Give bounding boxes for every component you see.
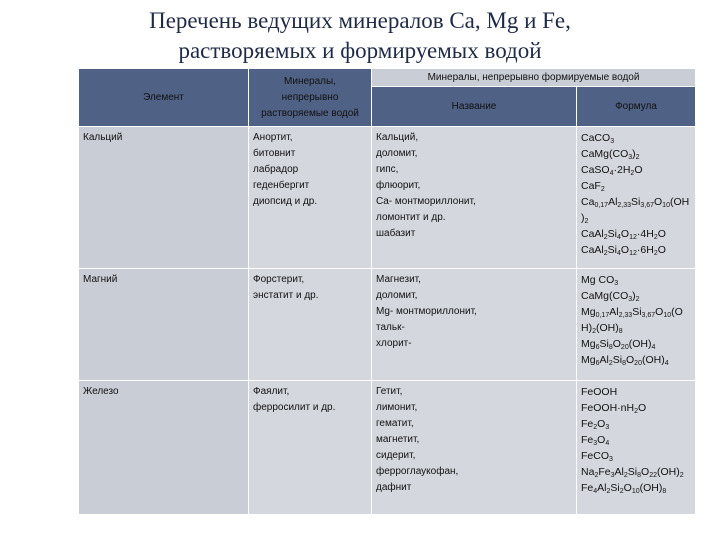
formula-line (581, 480, 691, 496)
slide-title-line-1: Перечень ведущих минералов Ca, Mg и Fe, (149, 8, 571, 33)
formula-subscript: 3 (610, 472, 615, 479)
formula-text: ·6H (636, 244, 654, 256)
formula-text: Si (632, 306, 642, 318)
formula-text: ) (632, 290, 636, 302)
formula-text: CaF (581, 180, 601, 192)
formula-text: Mg CO (581, 274, 615, 286)
mineral-name: сидерит, (376, 450, 416, 461)
formula-text: Si (631, 196, 641, 208)
formula-text: Si (610, 482, 620, 494)
formula-subscript: 2 (619, 488, 624, 495)
header-name: Название (372, 87, 577, 127)
formula-text: O (620, 228, 630, 240)
formula-subscript: 4 (593, 488, 598, 495)
formula-subscript: 4 (617, 250, 621, 257)
formula-subscript: 12 (629, 234, 637, 241)
mineral-name: флюорит, (376, 180, 421, 191)
formula-text: Al (599, 354, 609, 366)
mineral-name: Mg- монтмориллонит, (376, 306, 477, 317)
formula-text: CaCO (581, 132, 611, 144)
formula-text: ·4H (636, 228, 654, 240)
mineral-name: дафнит (376, 482, 412, 493)
formula-text: Si (607, 244, 618, 256)
formula-subscript: 2 (679, 472, 684, 479)
formula-subscript: 3 (593, 440, 598, 447)
formula-subscript: 8 (618, 328, 623, 335)
formula-text: Si (599, 338, 609, 350)
mineral-name: доломит, (376, 148, 418, 159)
formula-text: ·2H (613, 164, 631, 176)
mineral-name: шабазит (376, 228, 416, 239)
mineral-name: диопсид и др. (253, 196, 318, 207)
formula-subscript: 2,33 (617, 202, 632, 209)
slide-title (0, 6, 720, 66)
formula-text: (O (671, 306, 683, 318)
formula-subscript: 2 (608, 360, 613, 367)
formula-line (581, 352, 691, 368)
formula-text: (OH) (641, 354, 665, 366)
formula-subscript: 2 (592, 328, 596, 335)
header-formed: Минералы, непрерывно формируемые водой (372, 69, 696, 87)
formula-line (581, 416, 691, 432)
formula-line (581, 194, 691, 210)
formula-subscript: 3 (610, 138, 615, 145)
formula-subscript: 20 (620, 344, 629, 351)
formula-subscript: 2 (603, 250, 608, 257)
formula-line (581, 146, 691, 162)
formula-subscript: 2 (593, 424, 598, 431)
formula-subscript: 4 (651, 344, 656, 351)
element-cell: Кальций (79, 127, 249, 269)
formula-subscript: 2 (634, 408, 638, 415)
formula-text: CaAl (581, 244, 604, 256)
formula-text: O (655, 306, 664, 318)
formula-line (581, 384, 691, 400)
formula-line (581, 432, 691, 448)
formula-text: Mg (581, 306, 596, 318)
formula-text: Ca (581, 196, 595, 208)
formula-subscript: 2 (635, 296, 640, 303)
formula-text: FeOOH·nH (581, 402, 635, 414)
formula-subscript: 2 (600, 186, 605, 193)
mineral-name: хлорит- (376, 338, 412, 349)
mineral-name: Кальций, (376, 132, 419, 143)
formula-subscript: 2 (653, 234, 658, 241)
formula-text: O (626, 354, 635, 366)
formula-text: O (657, 244, 666, 256)
mineral-name: битовнит (253, 148, 296, 159)
element-cell: Магний (79, 269, 249, 381)
mineral-name: ломонтит и др. (376, 212, 446, 223)
formed-minerals-cell (372, 127, 577, 269)
formula-subscript: 2 (584, 218, 589, 225)
formula-text: FeOOH (581, 386, 618, 398)
formula-subscript: 8 (637, 472, 642, 479)
formula-subscript: 4 (609, 170, 614, 177)
formula-subscript: 4 (617, 234, 621, 241)
mineral-name: доломит, (376, 290, 418, 301)
formula-subscript: 8 (662, 488, 667, 495)
formula-cell (577, 381, 696, 515)
formed-minerals-cell (372, 269, 577, 381)
mineral-name: Ca- монтмориллонит, (376, 196, 476, 207)
formula-subscript: 6 (595, 344, 600, 351)
formula-text: Na (581, 466, 595, 478)
formula-subscript: 3 (628, 154, 633, 161)
formula-text: Fe (598, 466, 611, 478)
formula-subscript: 3 (614, 280, 619, 287)
formula-line (581, 464, 691, 480)
formula-line (581, 304, 691, 320)
mineral-name: Анортит, (253, 132, 293, 143)
formula-subscript: 10 (663, 312, 672, 319)
dissolved-minerals-cell (249, 381, 372, 515)
formula-text: (OH) (639, 482, 663, 494)
mineral-name: Гетит, (376, 386, 403, 397)
formula-text: CaSO (581, 164, 610, 176)
formula-subscript: 2 (603, 234, 608, 241)
formula-text: (OH (669, 196, 690, 208)
mineral-name: энстатит и др. (253, 290, 319, 301)
formula-line (581, 178, 691, 194)
formula-subscript: 0,17 (595, 312, 610, 319)
formula-line (581, 448, 691, 464)
mineral-name: Фаялит, (253, 386, 290, 397)
formula-text: Mg (581, 354, 596, 366)
formula-subscript: 2 (594, 472, 599, 479)
formula-subscript: 8 (622, 360, 626, 367)
formula-text: (OH) (656, 466, 680, 478)
header-dissolved-line: Минералы, (284, 75, 336, 87)
formula-subscript: 2,33 (618, 312, 633, 319)
formula-subscript: 22 (649, 472, 657, 479)
formula-cell (577, 269, 696, 381)
header-element: Элемент (79, 69, 249, 127)
formula-line (581, 320, 691, 336)
formula-subscript: 2 (623, 472, 628, 479)
formula-text: Si (607, 228, 618, 240)
header-formula: Формула (577, 87, 696, 127)
formula-line (581, 336, 691, 352)
formula-line (581, 162, 691, 178)
formula-line (581, 242, 691, 258)
formula-text: O (634, 164, 643, 176)
formula-text: Mg (581, 338, 596, 350)
mineral-name: ферроглаукофан, (376, 466, 459, 477)
formula-text: (OH) (628, 338, 652, 350)
formula-text: Al (608, 196, 618, 208)
mineral-name: лабрадор (253, 164, 299, 175)
table-row (79, 127, 696, 269)
formula-subscript: 2 (635, 154, 640, 161)
formula-text: O (597, 434, 606, 446)
formula-line (581, 210, 691, 226)
formula-text: O (654, 196, 663, 208)
formula-text: Al (597, 482, 607, 494)
formula-subscript: 12 (629, 250, 637, 257)
formula-subscript: 2 (606, 488, 611, 495)
formula-subscript: 2 (630, 170, 635, 177)
formula-subscript: 8 (608, 344, 613, 351)
formula-subscript: 10 (662, 202, 670, 209)
mineral-name: лимонит, (376, 402, 418, 413)
formula-subscript: 0,17 (594, 202, 609, 209)
mineral-name: ферросилит и др. (253, 402, 336, 413)
minerals-table (78, 68, 696, 515)
mineral-name: Магнезит, (376, 274, 421, 285)
header-dissolved (249, 69, 372, 127)
formula-text: O (612, 338, 621, 350)
table-row (79, 381, 696, 515)
formula-cell (577, 127, 696, 269)
formula-text: ) (632, 148, 636, 160)
formula-text: O (623, 482, 632, 494)
formula-text: O (641, 466, 650, 478)
formula-text: Al (609, 306, 619, 318)
slide-title-line-2: растворяемых и формируемых водой (178, 38, 542, 63)
formula-text: Fe (581, 482, 594, 494)
formula-text: Al (614, 466, 624, 478)
mineral-name: магнетит, (376, 434, 420, 445)
formed-minerals-cell (372, 381, 577, 515)
formula-subscript: 3 (609, 456, 613, 463)
formula-text: FeCO (581, 450, 610, 462)
header-dissolved-line: растворяемые водой (261, 107, 359, 119)
formula-text: H) (581, 322, 593, 334)
formula-line (581, 226, 691, 242)
formula-text: Fe (581, 418, 594, 430)
formula-text: ) (581, 212, 585, 224)
formula-text: CaMg(CO (581, 290, 629, 302)
formula-subscript: 3 (628, 296, 633, 303)
dissolved-minerals-cell (249, 269, 372, 381)
formula-subscript: 3,67 (640, 202, 654, 209)
formula-text: CaAl (581, 228, 604, 240)
formula-subscript: 6 (595, 360, 600, 367)
mineral-name: Форстерит, (253, 274, 305, 285)
header-dissolved-line: непрерывно (281, 91, 339, 103)
formula-subscript: 3 (605, 424, 610, 431)
formula-line (581, 400, 691, 416)
mineral-name: гипс, (376, 164, 399, 175)
formula-line (581, 272, 691, 288)
formula-line (581, 288, 691, 304)
dissolved-minerals-cell (249, 127, 372, 269)
formula-text: O (620, 244, 630, 256)
formula-line (581, 130, 691, 146)
formula-text: CaMg(CO (581, 148, 629, 160)
formula-text: O (638, 402, 647, 414)
formula-text: Si (627, 466, 638, 478)
formula-text: O (657, 228, 666, 240)
formula-subscript: 20 (634, 360, 642, 367)
mineral-name: гематит, (376, 418, 414, 429)
mineral-name: геденбергит (253, 180, 310, 191)
formula-subscript: 2 (653, 250, 658, 257)
formula-text: O (597, 418, 606, 430)
mineral-name: тальк- (376, 322, 405, 333)
formula-text: (OH) (596, 322, 619, 334)
formula-subscript: 10 (631, 488, 640, 495)
formula-text: Si (612, 354, 623, 366)
element-cell: Железо (79, 381, 249, 515)
table-row (79, 269, 696, 381)
formula-subscript: 4 (664, 360, 669, 367)
formula-text: Fe (581, 434, 594, 446)
formula-subscript: 4 (605, 440, 610, 447)
formula-subscript: 3,67 (641, 312, 656, 319)
